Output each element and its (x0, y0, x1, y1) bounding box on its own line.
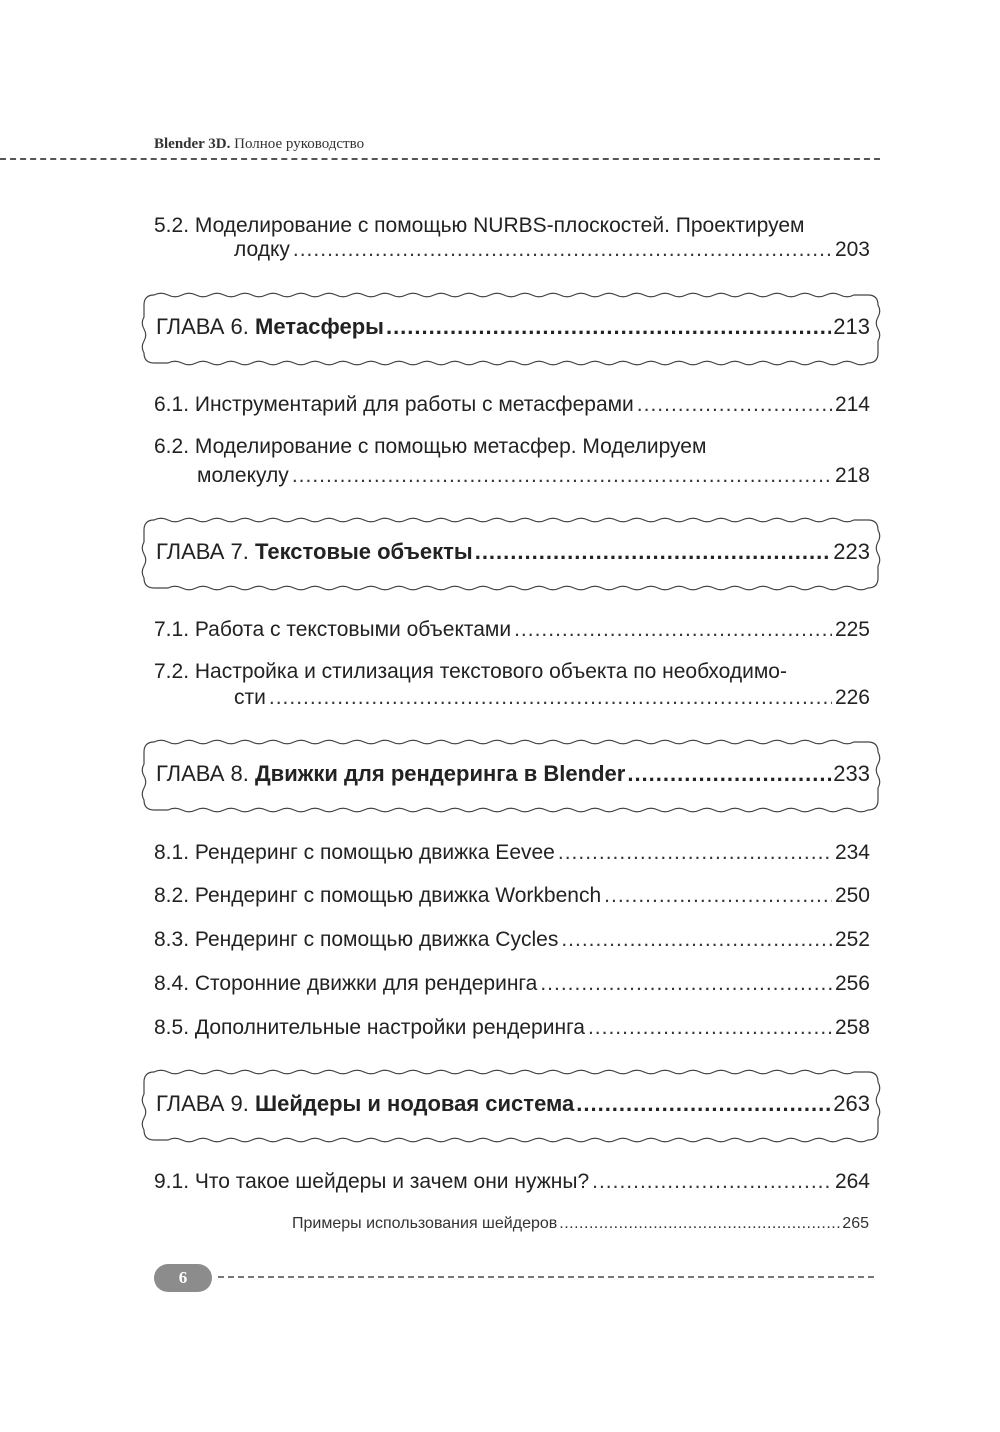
toc-entry-7-2[interactable] (234, 685, 870, 710)
toc-page-number: 225 (834, 618, 870, 641)
toc-entry-7-1[interactable] (154, 617, 870, 642)
dot-leader (293, 237, 832, 262)
page-number-badge: 6 (154, 1264, 212, 1292)
chapter-page-number: 233 (833, 761, 870, 786)
dot-leader (269, 685, 832, 710)
toc-entry-text: 6.1. Инструментарий для работы с метасферами (154, 393, 634, 416)
chapter-7-box[interactable] (134, 514, 888, 594)
footer-divider (218, 1276, 874, 1278)
chapter-label: ГЛАВА 6. (156, 314, 249, 339)
toc-entry-8-5[interactable] (154, 1015, 870, 1040)
dot-leader (627, 760, 831, 788)
dot-leader (637, 392, 832, 417)
toc-entry-6-2[interactable] (197, 463, 870, 488)
chapter-page-number: 263 (833, 1091, 870, 1116)
toc-entry-6-2-line1[interactable]: 6.2. Моделирование с помощью метасфер. Моделируем (154, 435, 707, 458)
chapter-6-heading (156, 313, 384, 341)
chapter-page-number: 213 (833, 314, 870, 339)
toc-entry-8-4[interactable] (154, 971, 870, 996)
dot-leader (292, 463, 832, 488)
dot-leader (514, 617, 832, 642)
chapter-label: ГЛАВА 8. (156, 761, 249, 786)
toc-sub-entry-text: Примеры использования шейдеров (292, 1215, 558, 1232)
toc-entry-text: 8.4. Сторонние движки для рендеринга (154, 972, 538, 995)
chapter-label: ГЛАВА 7. (156, 539, 249, 564)
toc-entry-text: 8.5. Дополнительные настройки рендеринга (154, 1016, 585, 1039)
toc-entry-5-2[interactable] (234, 237, 870, 262)
toc-page-number: 218 (834, 464, 870, 487)
dot-leader (592, 1169, 832, 1194)
toc-page-number: 203 (834, 238, 870, 261)
dot-leader (386, 313, 831, 341)
toc-page-number: 234 (834, 841, 870, 864)
dot-leader (604, 883, 832, 908)
dot-leader (540, 971, 832, 996)
toc-page-number: 256 (834, 972, 870, 995)
toc-page-number: 250 (834, 884, 870, 907)
chapter-title: Метасферы (255, 314, 384, 339)
toc-entry-text: 8.2. Рендеринг с помощью движка Workbench (154, 884, 602, 907)
chapter-label: ГЛАВА 9. (156, 1091, 249, 1116)
toc-entry-5-2-line2: лодку (234, 238, 290, 261)
dot-leader (561, 927, 832, 952)
toc-entry-8-1[interactable] (154, 840, 870, 865)
toc-sub-entry[interactable] (292, 1214, 869, 1234)
chapter-9-box[interactable] (134, 1066, 888, 1146)
toc-entry-6-2-line2: молекулу (197, 464, 289, 487)
toc-entry-6-1[interactable] (154, 392, 870, 417)
chapter-6-box[interactable] (134, 289, 888, 369)
toc-page-number: 258 (834, 1016, 870, 1039)
chapter-9-heading (156, 1090, 574, 1118)
chapter-8-box[interactable] (134, 736, 888, 816)
toc-page-number: 226 (834, 686, 870, 709)
chapter-title: Текстовые объекты (255, 539, 473, 564)
dot-leader (559, 1214, 840, 1234)
toc-page-number: 264 (834, 1170, 870, 1193)
dot-leader (588, 1015, 832, 1040)
toc-entry-5-2-line1[interactable]: 5.2. Моделирование с помощью NURBS-плоскостей. Проектируем (154, 214, 805, 237)
header-divider (0, 158, 880, 160)
toc-entry-text: 8.1. Рендеринг с помощью движка Eevee (154, 841, 555, 864)
toc-entry-7-2-line2: сти (234, 686, 266, 709)
chapter-title: Движки для рендеринга в Blender (255, 761, 626, 786)
dot-leader (558, 840, 832, 865)
book-title: Blender 3D. (154, 136, 231, 152)
chapter-7-heading (156, 538, 473, 566)
running-header (154, 136, 364, 153)
toc-page-number: 252 (834, 928, 870, 951)
book-subtitle: Полное руководство (234, 136, 365, 152)
chapter-8-heading (156, 760, 625, 788)
chapter-title: Шейдеры и нодовая система (255, 1091, 575, 1116)
toc-page-number: 214 (834, 393, 870, 416)
dot-leader (475, 538, 832, 566)
toc-entry-text: 7.1. Работа с текстовыми объектами (154, 618, 512, 641)
toc-entry-9-1[interactable] (154, 1169, 870, 1194)
dot-leader (576, 1090, 831, 1118)
toc-entry-8-3[interactable] (154, 927, 870, 952)
toc-entry-7-2-line1[interactable]: 7.2. Настройка и стилизация текстового объекта по необходимо- (154, 660, 787, 683)
toc-entry-text: 8.3. Рендеринг с помощью движка Cycles (154, 928, 559, 951)
toc-entry-text: 9.1. Что такое шейдеры и зачем они нужны? (154, 1170, 590, 1193)
chapter-page-number: 223 (833, 539, 870, 564)
toc-entry-8-2[interactable] (154, 883, 870, 908)
toc-page-number: 265 (842, 1215, 869, 1232)
